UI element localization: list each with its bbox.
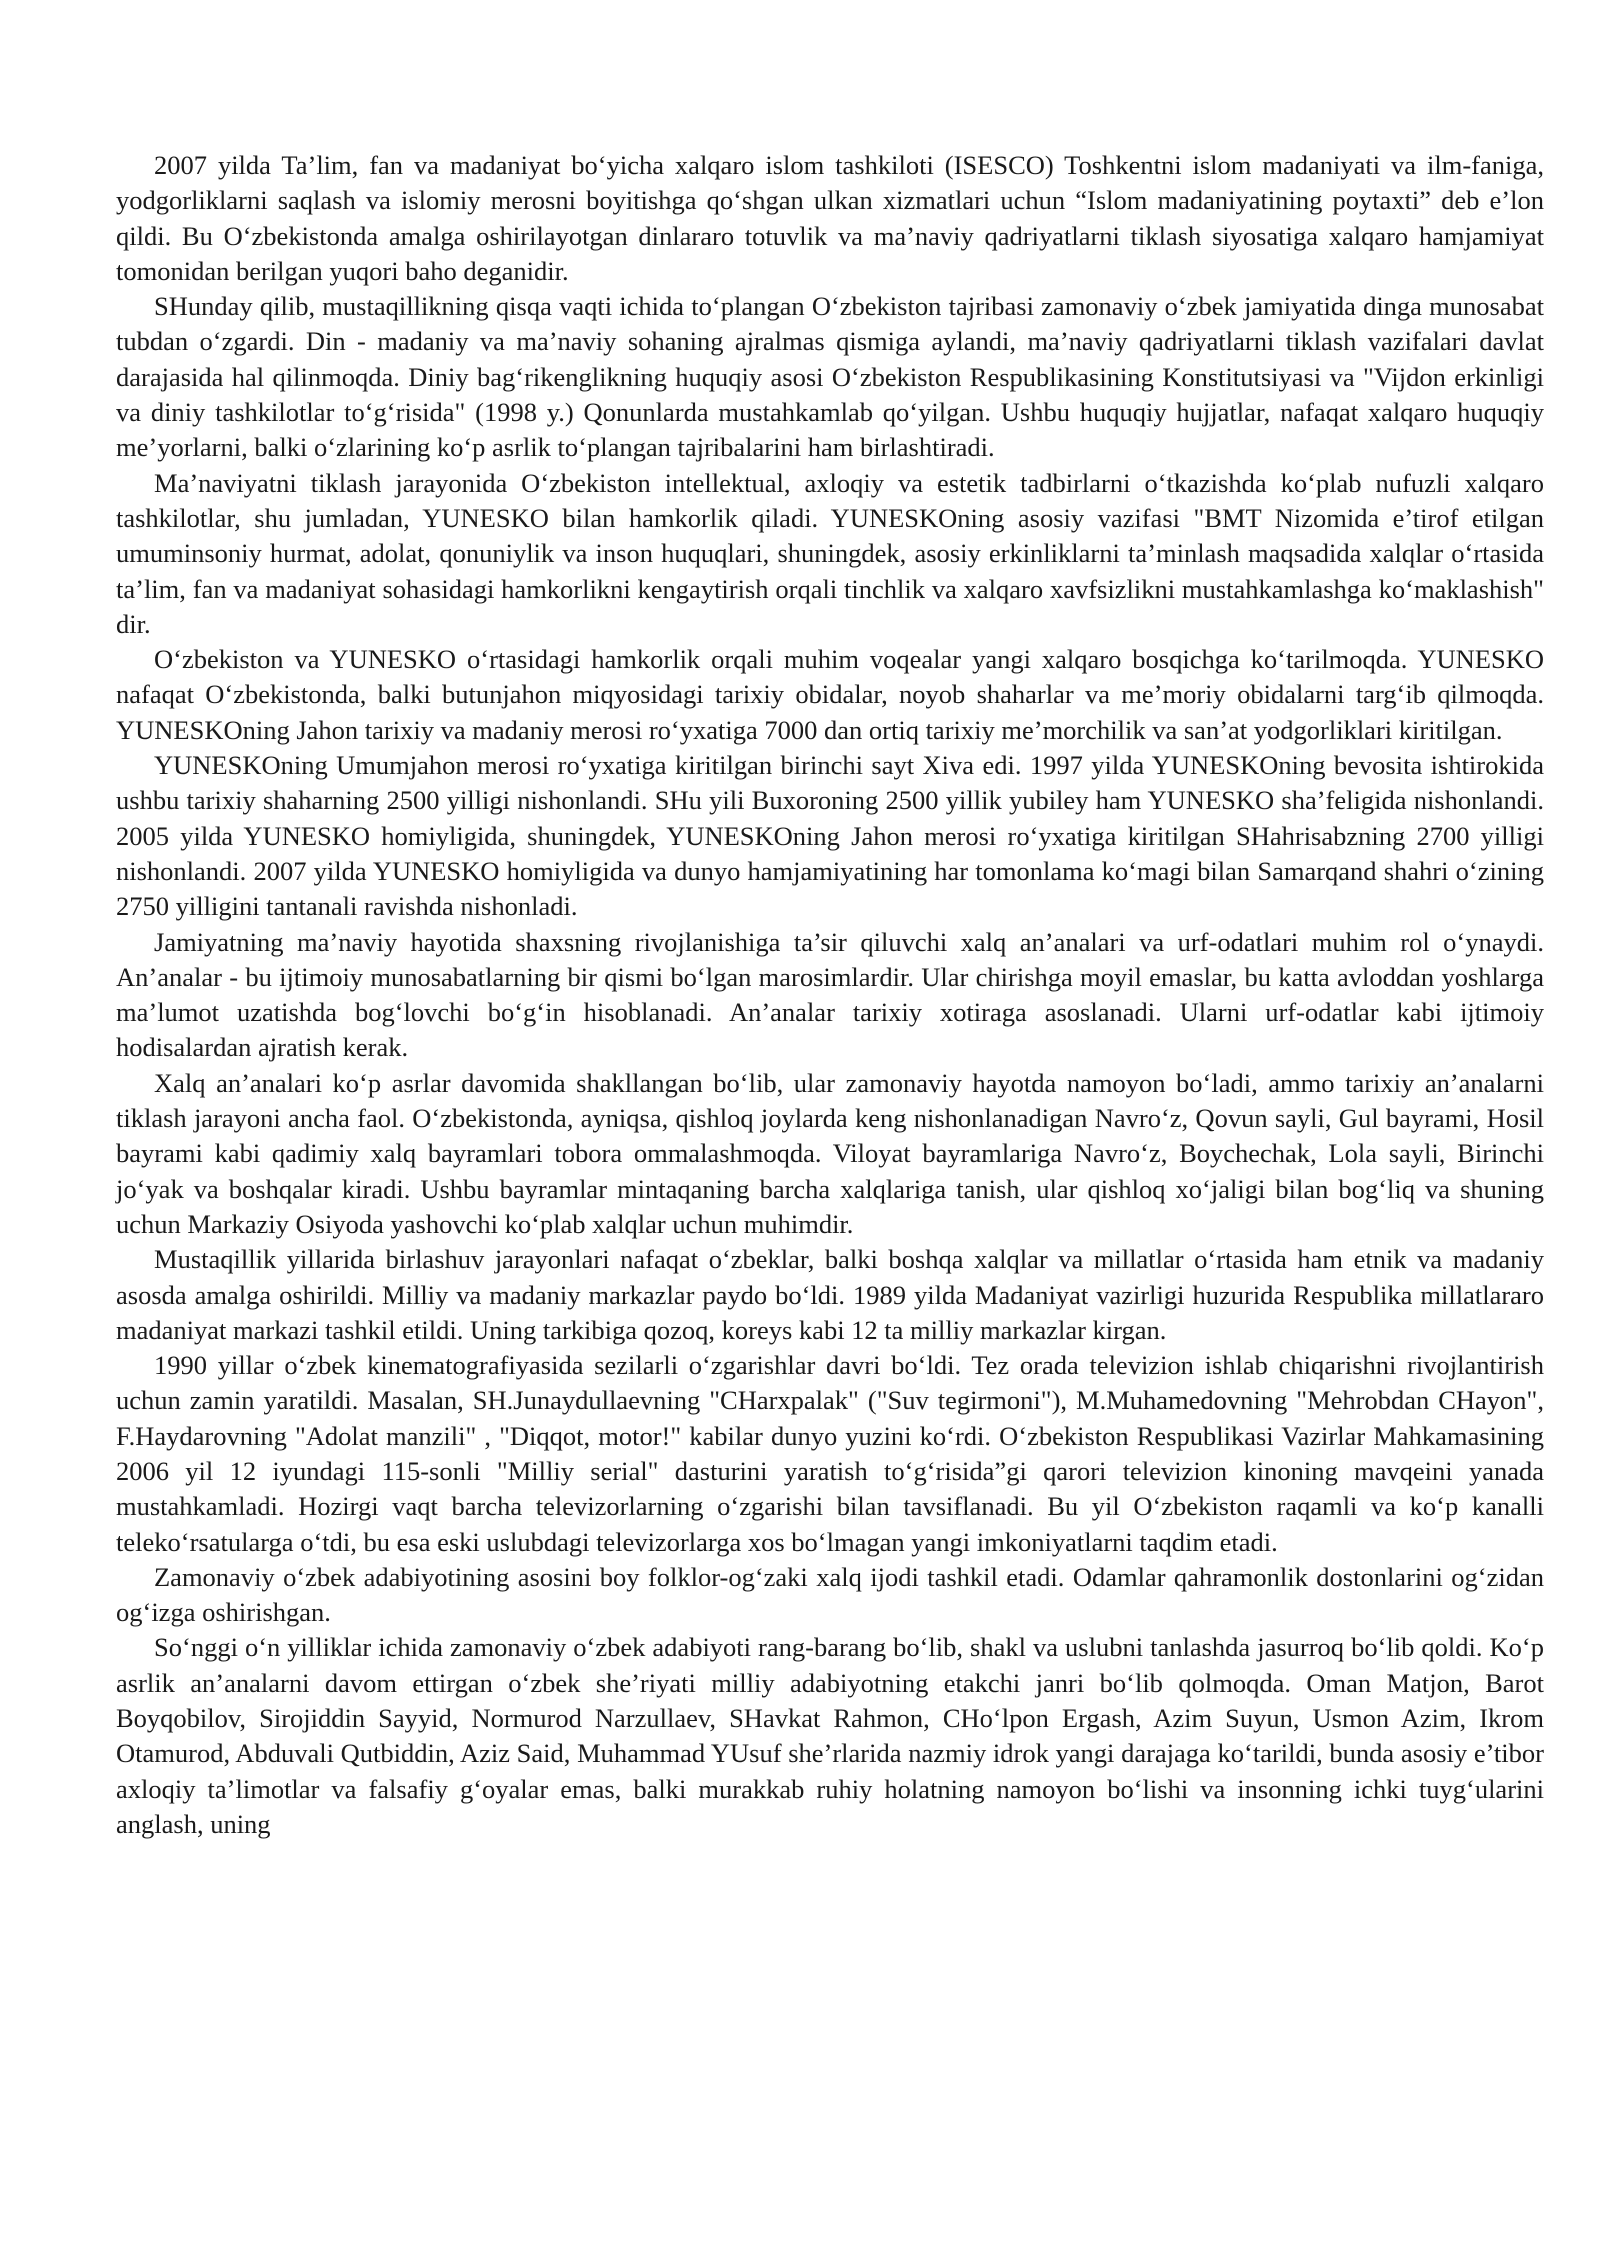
paragraph: Mustaqillik yillarida birlashuv jarayonlari nafaqat o‘zbeklar, balki boshqa xalqlar va millatlar o‘rtasida ham etnik va madaniy asosda amalga oshirildi. Milliy va madaniy markazlar paydo bo‘ldi. 1989 yilda Madaniyat vazirligi huzurida Respublika millatlararo madaniyat markazi tashkil etildi. Uning tarkibiga qozoq, koreys kabi 12 ta milliy markazlar kirgan. [116,1244,1544,1345]
paragraph: SHunday qilib, mustaqillikning qisqa vaqti ichida to‘plangan O‘zbekiston tajribasi zamonaviy o‘zbek jamiyatida dinga munosabat tubdan o‘zgardi. Din - madaniy va ma’naviy sohaning ajralmas qismiga aylandi, ma’naviy qadriyatlarni tiklash vazifalari davlat darajasida hal qilinmoqda. Diniy bag‘rikenglikning huquqiy asosi O‘zbekiston Respublikasining Konstitutsiyasi va "Vijdon erkinligi va diniy tashkilotlar to‘g‘risida" (1998 y.) Qonunlarda mustahkamlab qo‘yilgan. Ushbu huquqiy hujjatlar, nafaqat xalqaro huquqiy me’yorlarni, balki o‘zlarining ko‘p asrlik to‘plangan tajribalarini ham birlashtiradi. [116,291,1544,463]
paragraph: Zamonaviy o‘zbek adabiyotining asosini boy folklor-og‘zaki xalq ijodi tashkil etadi. Odamlar qahramonlik dostonlarini og‘zidan og‘izga oshirishgan. [116,1561,1544,1628]
paragraph: Jamiyatning ma’naviy hayotida shaxsning rivojlanishiga ta’sir qiluvchi xalq an’analari va urf-odatlari muhim rol o‘ynaydi. An’analar - bu ijtimoiy munosabatlarning bir qismi bo‘lgan marosimlardir. Ular chirishga moyil emaslar, bu katta avloddan yoshlarga ma’lumot uzatishda bog‘lovchi bo‘g‘in hisoblanadi. An’analar tarixiy xotiraga asoslanadi. Ularni urf-odatlar kabi ijtimoiy hodisalardan ajratish kerak. [116,926,1544,1063]
document-page [116,148,1544,1842]
paragraph: Xalq an’analari ko‘p asrlar davomida shakllangan bo‘lib, ular zamonaviy hayotda namoyon bo‘ladi, ammo tarixiy an’analarni tiklash jarayoni ancha faol. O‘zbekistonda, ayniqsa, qishloq joylarda keng nishonlanadigan Navro‘z, Qovun sayli, Gul bayrami, Hosil bayrami kabi qadimiy xalq bayramlari tobora ommalashmoqda. Viloyat bayramlariga Navro‘z, Boychechak, Lola sayli, Birinchi jo‘yak va boshqalar kiradi. Ushbu bayramlar mintaqaning barcha xalqlariga tanish, ular qishloq xo‘jaligi bilan bog‘liq va shuning uchun Markaziy Osiyoda yashovchi ko‘plab xalqlar uchun muhimdir. [116,1067,1544,1239]
paragraph: O‘zbekiston va YUNESKO o‘rtasidagi hamkorlik orqali muhim voqealar yangi xalqaro bosqichga ko‘tarilmoqda. YUNESKO nafaqat O‘zbekistonda, balki butunjahon miqyosidagi tarixiy obidalar, noyob shaharlar va me’moriy obidalarni targ‘ib qilmoqda. YUNESKOning Jahon tarixiy va madaniy merosi ro‘yxatiga 7000 dan ortiq tarixiy me’morchilik va san’at yodgorliklari kiritilgan. [116,644,1544,745]
paragraph: 1990 yillar o‘zbek kinematografiyasida sezilarli o‘zgarishlar davri bo‘ldi. Tez orada televizion ishlab chiqarishni rivojlantirish uchun zamin yaratildi. Masalan, SH.Junaydullaevning "CHarxpalak" ("Suv tegirmoni"), M.Muhamedovning "Mehrobdan CHayon", F.Haydarovning "Adolat manzili" , "Diqqot, motor!" kabilar dunyo yuzini ko‘rdi. O‘zbekiston Respublikasi Vazirlar Mahkamasining 2006 yil 12 iyundagi 115-sonli "Milliy serial" dasturini yaratish to‘g‘risida”gi qarori televizion kinoning mavqeini yanada mustahkamladi. Hozirgi vaqt barcha televizorlarning o‘zgarishi bilan tavsiflanadi. Bu yil O‘zbekiston raqamli va ko‘p kanalli teleko‘rsatularga o‘tdi, bu esa eski uslubdagi televizorlarga xos bo‘lmagan yangi imkoniyatlarni taqdim etadi. [116,1350,1544,1557]
paragraph: So‘nggi o‘n yilliklar ichida zamonaviy o‘zbek adabiyoti rang-barang bo‘lib, shakl va uslubni tanlashda jasurroq bo‘lib qoldi. Ko‘p asrlik an’analarni davom ettirgan o‘zbek she’riyati milliy adabiyotning etakchi janri bo‘lib qolmoqda. Oman Matjon, Barot Boyqobilov, Sirojiddin Sayyid, Normurod Narzullaev, SHavkat Rahmon, CHo‘lpon Ergash, Azim Suyun, Usmon Azim, Ikrom Otamurod, Abduvali Qutbiddin, Aziz Said, Muhammad YUsuf she’rlarida nazmiy idrok yangi darajaga ko‘tarildi, bunda asosiy e’tibor axloqiy ta’limotlar va falsafiy g‘oyalar emas, balki murakkab ruhiy holatning namoyon bo‘lishi va insonning ichki tuyg‘ularini anglash, uning [116,1632,1544,1839]
paragraph: YUNESKOning Umumjahon merosi ro‘yxatiga kiritilgan birinchi sayt Xiva edi. 1997 yilda YUNESKOning bevosita ishtirokida ushbu tarixiy shaharning 2500 yilligi nishonlandi. SHu yili Buxoroning 2500 yillik yubiley ham YUNESKO sha’feligida nishonlandi. 2005 yilda YUNESKO homiyligida, shuningdek, YUNESKOning Jahon merosi ro‘yxatiga kiritilgan SHahrisabzning 2700 yilligi nishonlandi. 2007 yilda YUNESKO homiyligida va dunyo hamjamiyatining har tomonlama ko‘magi bilan Samarqand shahri o‘zining 2750 yilligini tantanali ravishda nishonladi. [116,750,1544,922]
paragraph: Ma’naviyatni tiklash jarayonida O‘zbekiston intellektual, axloqiy va estetik tadbirlarni o‘tkazishda ko‘plab nufuzli xalqaro tashkilotlar, shu jumladan, YUNESKO bilan hamkorlik qiladi. YUNESKOning asosiy vazifasi "BMT Nizomida e’tirof etilgan umuminsoniy hurmat, adolat, qonuniylik va inson huquqlari, shuningdek, asosiy erkinliklarni ta’minlash maqsadida xalqlar o‘rtasida ta’lim, fan va madaniyat sohasidagi hamkorlikni kengaytirish orqali tinchlik va xalqaro xavfsizlikni mustahkamlashga ko‘maklashish" dir. [116,467,1544,639]
paragraph: 2007 yilda Ta’lim, fan va madaniyat bo‘yicha xalqaro islom tashkiloti (ISESCO) Toshkentni islom madaniyati va ilm-faniga, yodgorliklarni saqlash va islomiy merosni boyitishga qo‘shgan ulkan xizmatlari uchun “Islom madaniyatining poytaxti” deb e’lon qildi. Bu O‘zbekistonda amalga oshirilayotgan dinlararo totuvlik va ma’naviy qadriyatlarni tiklash siyosatiga xalqaro hamjamiyat tomonidan berilgan yuqori baho deganidir. [116,150,1544,286]
